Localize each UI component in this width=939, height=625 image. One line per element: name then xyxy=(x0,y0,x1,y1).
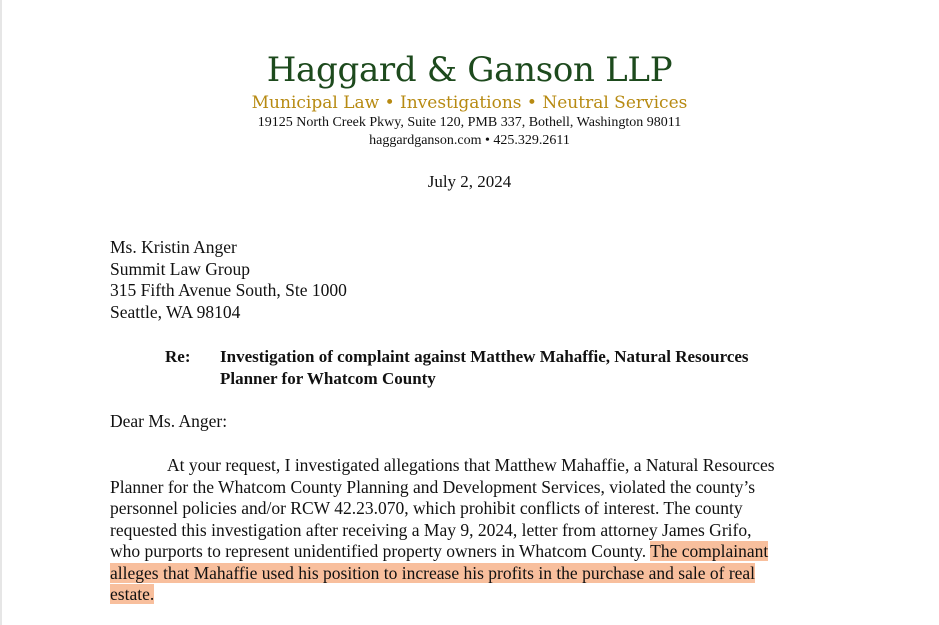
highlighted-text: The complainant xyxy=(650,541,769,561)
body-text: who purports to represent unidentified property owners in Whatcom County. xyxy=(110,541,651,561)
re-subject xyxy=(220,346,820,389)
body-line xyxy=(110,541,830,563)
body-line xyxy=(110,563,830,585)
firm-tagline: Municipal Law • Investigations • Neutral Services xyxy=(251,93,688,113)
recipient-block xyxy=(110,237,347,323)
firm-contact: haggardganson.com • 425.329.2611 xyxy=(369,133,570,148)
firm-name: Haggard & Ganson LLP xyxy=(266,50,673,90)
body-line xyxy=(110,584,830,606)
letter-date: July 2, 2024 xyxy=(427,172,512,191)
re-label: Re: xyxy=(165,347,191,366)
firm-address: 19125 North Creek Pkwy, Suite 120, PMB 337, Bothell, Washington 98011 xyxy=(257,115,682,130)
highlighted-text: alleges that Mahaffie used his position to increase his profits in the purchase and sale of real xyxy=(110,562,756,583)
recipient-organization: Summit Law Group xyxy=(110,258,250,279)
body-line: At your request, I investigated allegations that Matthew Mahaffie, a Natural Resources xyxy=(167,455,775,475)
recipient-street: 315 Fifth Avenue South, Ste 1000 xyxy=(110,280,347,300)
body-line: personnel policies and/or RCW 42.23.070, which prohibit conflicts of interest. The county xyxy=(110,498,743,518)
body-line: requested this investigation after receiving a May 9, 2024, letter from attorney James Grifo, xyxy=(110,519,752,540)
recipient-name: Ms. Kristin Anger xyxy=(110,237,237,257)
letterhead xyxy=(0,48,939,150)
re-subject-line: Planner for Whatcom County xyxy=(220,368,436,388)
re-subject-line: Investigation of complaint against Matthew Mahaffie, Natural Resources xyxy=(220,347,749,366)
salutation: Dear Ms. Anger: xyxy=(110,411,228,431)
highlighted-text: estate. xyxy=(110,584,155,604)
recipient-city: Seattle, WA 98104 xyxy=(110,301,241,322)
body-paragraph xyxy=(110,455,830,606)
body-line: Planner for the Whatcom County Planning and Development Services, violated the county’s xyxy=(110,476,756,497)
